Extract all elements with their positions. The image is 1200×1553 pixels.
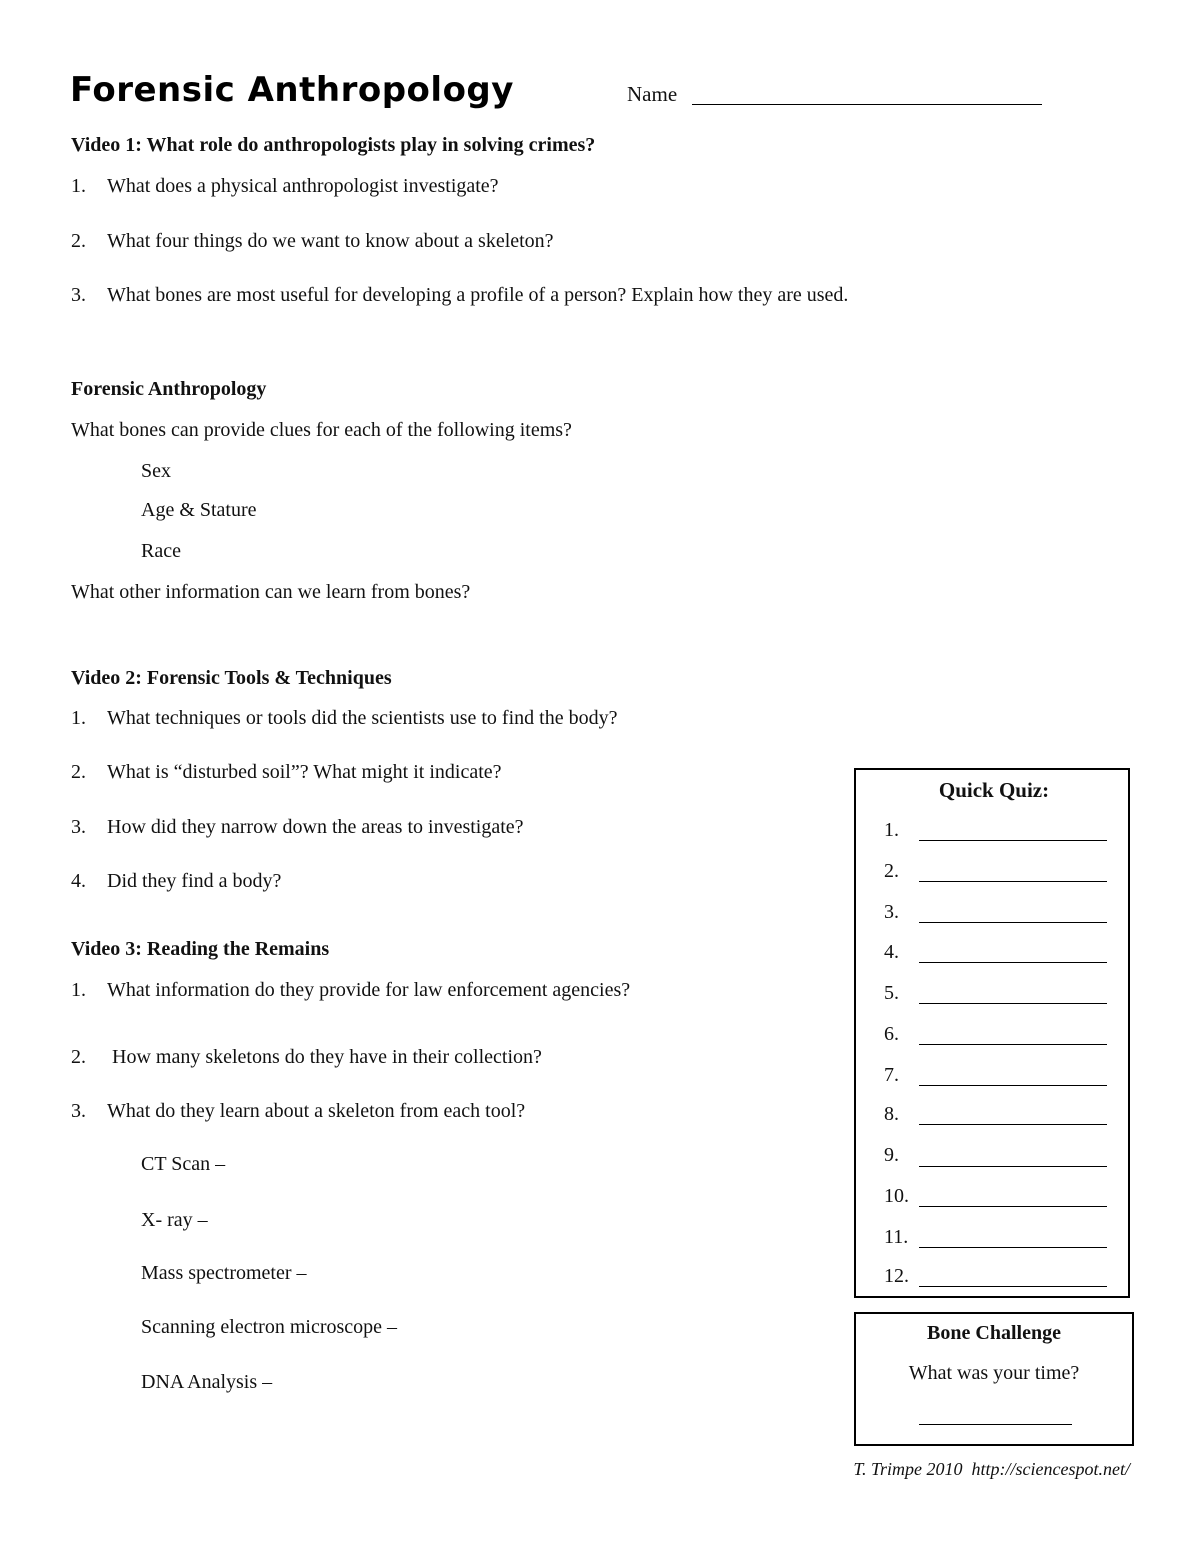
quiz-number: 5. [884,982,899,1004]
forensic-heading: Forensic Anthropology [71,378,267,400]
video2-heading: Video 2: Forensic Tools & Techniques [71,667,392,689]
quiz-number: 9. [884,1144,899,1166]
quiz-number: 2. [884,860,899,882]
video2-q2-text: What is “disturbed soil”? What might it indicate? [107,761,502,783]
quiz-answer-line[interactable] [919,1085,1107,1086]
forensic-followup: What other information can we learn from bones? [71,581,471,603]
forensic-item-age-stature: Age & Stature [141,499,257,521]
bone-challenge-question: What was your time? [908,1362,1080,1384]
quiz-answer-line[interactable] [919,1166,1107,1167]
quiz-number: 1. [884,819,899,841]
quiz-number: 7. [884,1064,899,1086]
quiz-answer-line[interactable] [919,1044,1107,1045]
quiz-answer-line[interactable] [919,1206,1107,1207]
video1-q3-number: 3. [71,284,86,306]
quiz-number: 12. [884,1265,909,1287]
forensic-item-race: Race [141,540,181,562]
credit-footer: T. Trimpe 2010 http://sciencespot.net/ [853,1459,1130,1479]
quiz-answer-line[interactable] [919,1286,1107,1287]
video2-q3-text: How did they narrow down the areas to investigate? [107,816,524,838]
quick-quiz-title: Quick Quiz: [938,778,1050,802]
tool-mass-spectrometer: Mass spectrometer – [141,1262,307,1284]
quiz-number: 11. [884,1226,909,1248]
quiz-number: 4. [884,941,899,963]
quiz-answer-line[interactable] [919,840,1107,841]
tool-scanning-electron-microscope: Scanning electron microscope – [141,1316,398,1338]
quiz-answer-line[interactable] [919,1247,1107,1248]
tool-dna-analysis: DNA Analysis – [141,1371,273,1393]
video3-q3-number: 3. [71,1100,86,1122]
tool-ct-scan: CT Scan – [141,1153,226,1175]
quiz-answer-line[interactable] [919,881,1107,882]
name-blank-line[interactable] [692,104,1042,105]
tool-x-ray: X- ray – [141,1209,208,1231]
quiz-number: 3. [884,901,899,923]
page-title: Forensic Anthropology [70,70,514,110]
video1-q1-text: What does a physical anthropologist investigate? [107,175,499,197]
video2-q3-number: 3. [71,816,86,838]
video1-q1-number: 1. [71,175,86,197]
video3-q1-text: What information do they provide for law enforcement agencies? [107,979,631,1001]
bone-challenge-title: Bone Challenge [927,1322,1061,1344]
forensic-prompt: What bones can provide clues for each of the following items? [71,419,572,441]
forensic-item-sex: Sex [141,460,171,482]
quiz-number: 10. [884,1185,909,1207]
video3-q1-number: 1. [71,979,86,1001]
quiz-number: 8. [884,1103,899,1125]
video3-q2-text: How many skeletons do they have in their collection? [107,1046,542,1068]
video3-heading: Video 3: Reading the Remains [71,938,330,960]
video1-q2-number: 2. [71,230,86,252]
video2-q1-text: What techniques or tools did the scientists use to find the body? [107,707,618,729]
video2-q2-number: 2. [71,761,86,783]
video1-q3-text: What bones are most useful for developing a profile of a person? Explain how they are used. [107,284,849,306]
video2-q4-text: Did they find a body? [107,870,282,892]
name-label: Name [627,82,678,106]
quiz-answer-line[interactable] [919,922,1107,923]
video1-q2-text: What four things do we want to know about a skeleton? [107,230,554,252]
video3-q3-text: What do they learn about a skeleton from each tool? [107,1100,526,1122]
video2-q1-number: 1. [71,707,86,729]
video1-heading: Video 1: What role do anthropologists play in solving crimes? [71,134,596,156]
video3-q2-number: 2. [71,1046,86,1068]
quiz-answer-line[interactable] [919,962,1107,963]
quiz-number: 6. [884,1023,899,1045]
quiz-answer-line[interactable] [919,1003,1107,1004]
bone-challenge-answer-line[interactable] [919,1424,1072,1425]
quiz-answer-line[interactable] [919,1124,1107,1125]
video2-q4-number: 4. [71,870,86,892]
